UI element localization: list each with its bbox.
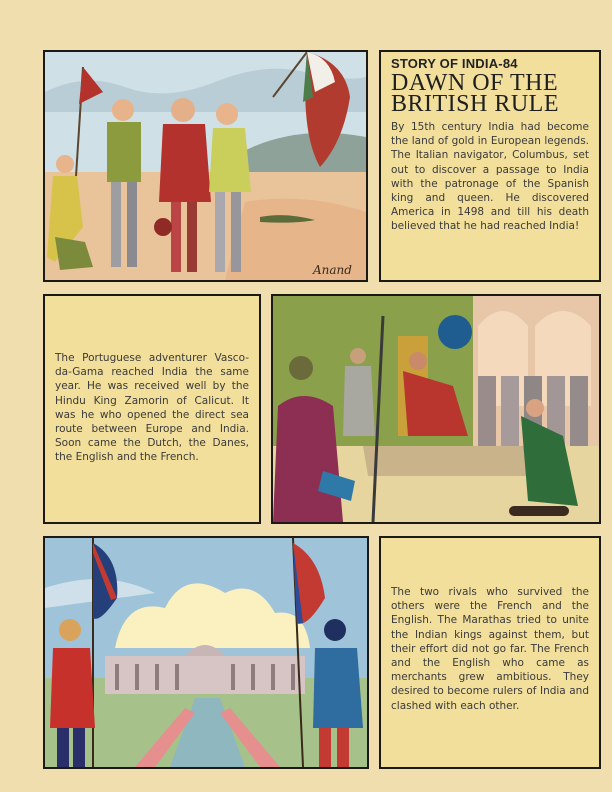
artist-signature: Anand (313, 263, 352, 277)
rivals-scene (45, 538, 367, 767)
series-header: STORY OF INDIA-84 (391, 56, 518, 71)
court-scene (273, 296, 599, 522)
rivals-caption: The two rivals who survived the others were the French and the English. The Marathas tried to unite the Indian kings against them, but their effort did not go far. The French and the English who came as merchants grew ambitious. They desired to become rulers of India and clashed with each other. (391, 586, 589, 712)
royal-parasol (438, 315, 472, 349)
columbus-scene (45, 52, 366, 280)
vasco-caption: The Portuguese adventurer Vasco-da-Gama reached India the same year. He was received well by the Hindu King Zamorin of Calicut. It was he who opened the direct sea route between Europe and India. Soon came the Dutch, the Danes, the English and the French. (55, 352, 249, 464)
vasco-text-panel (43, 294, 261, 524)
intro-caption: By 15th century India had become the land of gold in European legends. The Italian navigator, Columbus, set out to discover a passage to India with the patronage of the Spanish king and queen. He discovered America in 1498 and till his death believed that he had reached India! (391, 121, 589, 233)
rivals-illustration (43, 536, 369, 769)
columbus-illustration (43, 50, 368, 282)
page-title: DAWN OF THE BRITISH RULE (391, 70, 559, 117)
court-illustration (271, 294, 601, 524)
intro-text-panel (379, 50, 601, 282)
rivals-text-panel (379, 536, 601, 769)
